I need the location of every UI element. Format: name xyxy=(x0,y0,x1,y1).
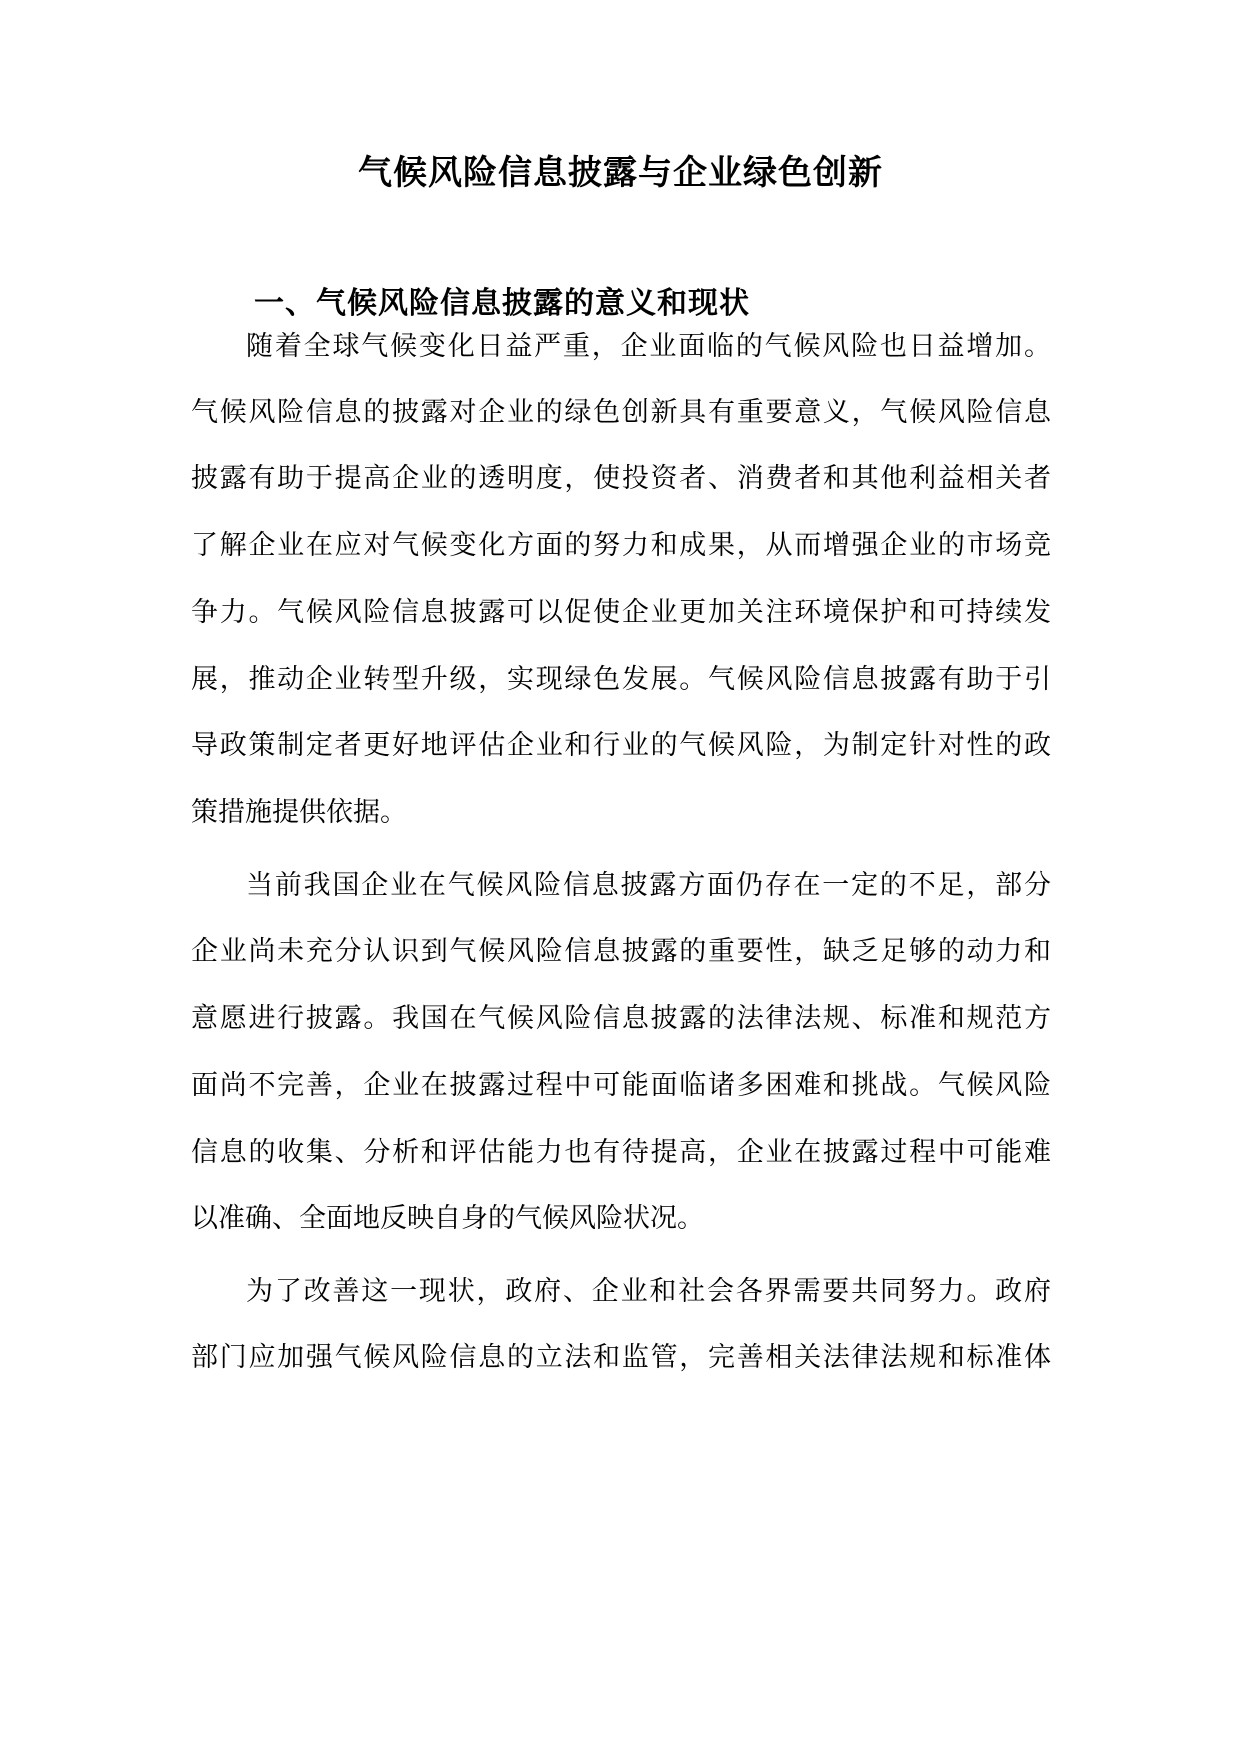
paragraph-1-line-6: 展，推动企业转型升级，实现绿色发展。气候风险信息披露有助于引 xyxy=(191,664,1051,695)
paragraph-1-line-7: 导政策制定者更好地评估企业和行业的气候风险，为制定针对性的政 xyxy=(191,730,1051,761)
paragraph-2-line-2: 企业尚未充分认识到气候风险信息披露的重要性，缺乏足够的动力和 xyxy=(191,936,1051,967)
paragraph-1-line-1: 随着全球气候变化日益严重，企业面临的气候风险也日益增加。 xyxy=(246,331,1051,362)
paragraph-3-line-1: 为了改善这一现状，政府、企业和社会各界需要共同努力。政府 xyxy=(246,1276,1051,1307)
paragraph-3-line-2: 部门应加强气候风险信息的立法和监管，完善相关法律法规和标准体 xyxy=(191,1342,1051,1373)
paragraph-1-line-2: 气候风险信息的披露对企业的绿色创新具有重要意义，气候风险信息 xyxy=(191,397,1051,428)
paragraph-2-line-5: 信息的收集、分析和评估能力也有待提高，企业在披露过程中可能难 xyxy=(191,1137,1051,1168)
section-heading: 一、气候风险信息披露的意义和现状 xyxy=(254,286,750,321)
paragraph-2-line-1: 当前我国企业在气候风险信息披露方面仍存在一定的不足，部分 xyxy=(246,870,1051,901)
paragraph-2-line-6: 以准确、全面地反映自身的气候风险状况。 xyxy=(191,1203,704,1234)
document-title: 气候风险信息披露与企业绿色创新 xyxy=(358,153,883,193)
paragraph-1-line-8: 策措施提供依据。 xyxy=(191,797,407,828)
paragraph-1-line-4: 了解企业在应对气候变化方面的努力和成果，从而增强企业的市场竞 xyxy=(191,530,1051,561)
paragraph-1-line-3: 披露有助于提高企业的透明度，使投资者、消费者和其他利益相关者 xyxy=(191,463,1051,494)
paragraph-2-line-4: 面尚不完善，企业在披露过程中可能面临诸多困难和挑战。气候风险 xyxy=(191,1070,1051,1101)
paragraph-2-line-3: 意愿进行披露。我国在气候风险信息披露的法律法规、标准和规范方 xyxy=(191,1003,1051,1034)
paragraph-1-line-5: 争力。气候风险信息披露可以促使企业更加关注环境保护和可持续发 xyxy=(191,597,1051,628)
